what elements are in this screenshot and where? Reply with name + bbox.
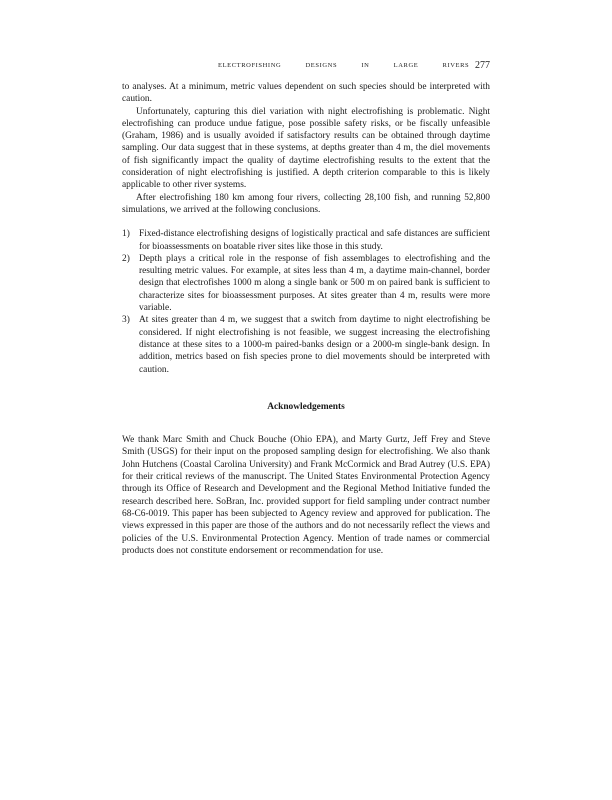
paragraph-summary: After electrofishing 180 km among four rivers, collecting 28,100 fish, and running 52,800 simulations, we arrived at the following conclusions.	[122, 192, 490, 215]
acknowledgements-paragraph: We thank Marc Smith and Chuck Bouche (Ohio EPA), and Marty Gurtz, Jeff Frey and Steve Smith (USGS) for their input on the proposed sampling design for electrofishing. We also thank John Hutchens (Coastal Carolina University) and Frank McCormick and Brad Autrey (U.S. EPA) for their critical reviews of the manuscript. The United States Environmental Protection Agency through its Office of Research and Development and the Regional Method Initiative funded the research described here. SoBran, Inc. provided support for field sampling under contract number 68-C6-0019. This paper has been subjected to Agency review and approved for publication. The views expressed in this paper are those of the authors and do not necessarily reflect the views and policies of the U.S. Environmental Protection Agency. Mention of trade names or commercial products does not constitute endorsement or recommendation for use.	[122, 435, 490, 556]
paragraph-diel-variation: Unfortunately, capturing this diel variation with night electrofishing is problematic. Night electrofishing can produce undue fatigue, pose possible safety risks, or be fiscally unfeasible (Graham, 1986) and is usually avoided if satisfactory results can be obtained through daytime sampling. Our data suggest that in these systems, at depths greater than 4 m, the diel movements of fish significantly impact the quality of daytime electrofishing results to the extent that the consideration of night electrofishing is justified. A depth criterion comparable to this is likely applicable to other river systems.	[122, 106, 490, 191]
page-number: 277	[475, 60, 490, 71]
running-title: ELECTROFISHING DESIGNS IN LARGE RIVERS	[218, 62, 470, 69]
conclusion-number: 1)	[122, 229, 130, 240]
conclusion-number: 3)	[122, 315, 130, 326]
paragraph-continued: to analyses. At a minimum, metric values dependent on such species should be interpreted with caution.	[122, 82, 490, 105]
conclusion-text: Depth plays a critical role in the response of fish assemblages to electrofishing and the resulting metric values. For example, at sites less than 4 m, a daytime main-channel, border design that electrofishes 1000 m along a single bank or 500 m on paired bank is sufficient to characterize sites for bioassessment purposes. At sites greater than 4 m, results were more variable.	[139, 253, 490, 314]
conclusion-item	[122, 253, 490, 314]
conclusion-item	[122, 314, 490, 375]
conclusion-number: 2)	[122, 253, 130, 264]
acknowledgements-heading: Acknowledgements	[267, 401, 345, 412]
conclusion-item	[122, 228, 490, 253]
body-text	[122, 81, 490, 557]
conclusion-text: At sites greater than 4 m, we suggest that a switch from daytime to night electrofishing be considered. If night electrofishing is not feasible, we suggest increasing the electrofishing distance at these sites to a 1000-m paired-banks design or a 2000-m single-bank design. In addition, metrics based on fish species prone to diel movements should be interpreted with caution.	[139, 315, 490, 375]
running-head	[122, 60, 490, 74]
conclusions-list	[122, 228, 490, 376]
conclusion-text: Fixed-distance electrofishing designs of logistically practical and safe distances are sufficient for bioassessments on boatable river sites like those in this study.	[139, 229, 490, 252]
